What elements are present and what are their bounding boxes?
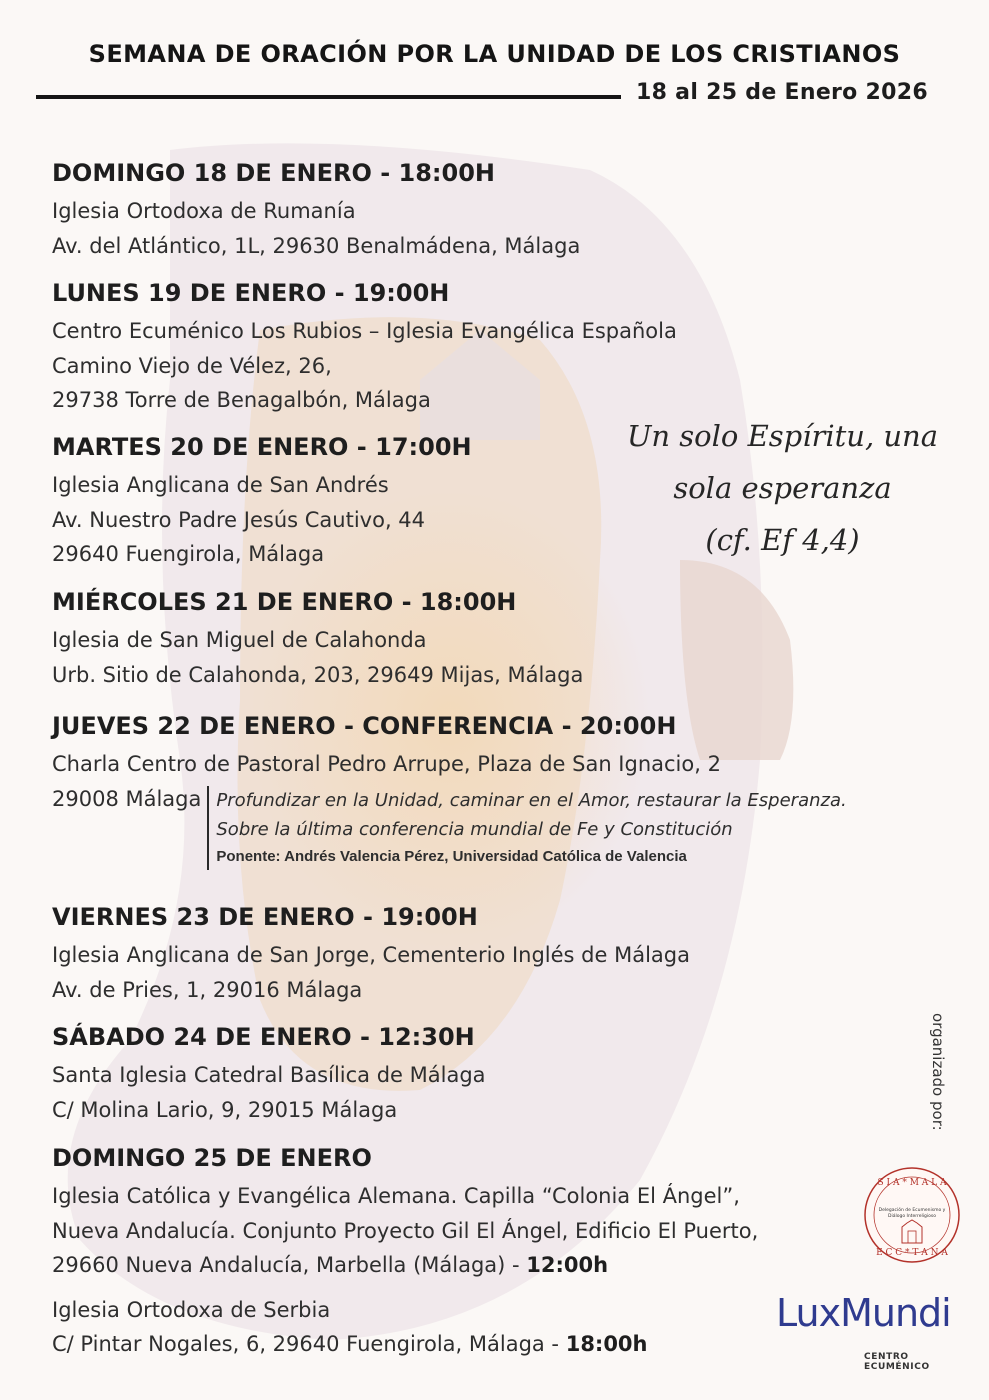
- event-venue: Charla Centro de Pastoral Pedro Arrupe, Plaza de San Ignacio, 2: [52, 752, 721, 776]
- event-address: 29640 Fuengirola, Málaga: [52, 542, 325, 566]
- event-address: 29660 Nueva Andalucía, Marbella (Málaga) -: [52, 1253, 527, 1277]
- page-title: SEMANA DE ORACIÓN POR LA UNIDAD DE LOS CRISTIANOS: [88, 40, 901, 68]
- event-time: 12:00h: [526, 1253, 609, 1277]
- event-sabado-24: [52, 1022, 486, 1127]
- svg-text:E C C * T A N A: E C C * T A N A: [876, 1248, 948, 1258]
- event-address-time: [52, 1327, 758, 1362]
- organized-by-label: organizado por:: [929, 1013, 947, 1131]
- motto-line: Un solo Espíritu, una: [626, 419, 939, 453]
- event-address: Av. del Atlántico, 1L, 29630 Benalmádena, Málaga: [52, 233, 581, 258]
- event-venue: Iglesia de San Miguel de Calahonda: [52, 628, 427, 652]
- motto-line: (cf. Ef 4,4): [705, 523, 860, 557]
- conference-details: [207, 786, 846, 870]
- date-range: 18 al 25 de Enero 2026: [636, 80, 928, 105]
- conference-speaker: Ponente: Andrés Valencia Pérez, Universidad Católica de Valencia: [216, 847, 687, 865]
- event-heading: LUNES 19 DE ENERO - 19:00H: [52, 279, 450, 307]
- event-address: Nueva Andalucía. Conjunto Proyecto Gil El Ángel, Edificio El Puerto,: [52, 1218, 759, 1243]
- conference-title: Profundizar en la Unidad, caminar en el Amor, restaurar la Esperanza.: [216, 789, 847, 811]
- event-viernes-23: [52, 902, 690, 1007]
- event-heading: DOMINGO 18 DE ENERO - 18:00H: [52, 159, 496, 187]
- event-address-time: [52, 1248, 758, 1283]
- event-heading: JUEVES 22 DE ENERO - CONFERENCIA - 20:00H: [52, 712, 677, 740]
- svg-text:S I A * M A L A: S I A * M A L A: [877, 1178, 947, 1188]
- event-lunes-19: [52, 278, 677, 418]
- event-address: Av. de Pries, 1, 29016 Málaga: [52, 977, 363, 1002]
- event-miercoles-21: [52, 587, 583, 692]
- event-time: 18:00h: [565, 1332, 648, 1356]
- event-venue: Iglesia Católica y Evangélica Alemana. Capilla “Colonia El Ángel”,: [52, 1184, 740, 1208]
- motto: [610, 410, 955, 566]
- event-address: Urb. Sitio de Calahonda, 203, 29649 Mijas, Málaga: [52, 662, 584, 687]
- motto-line: sola esperanza: [673, 471, 892, 505]
- event-venue: Iglesia Anglicana de San Andrés: [52, 473, 389, 497]
- event-address: 29738 Torre de Benagalbón, Málaga: [52, 388, 431, 412]
- event-venue: Iglesia Anglicana de San Jorge, Cementerio Inglés de Málaga: [52, 943, 690, 967]
- event-venue: Iglesia Ortodoxa de Serbia: [52, 1297, 331, 1322]
- event-city: 29008 Málaga: [52, 786, 202, 811]
- event-heading: DOMINGO 25 DE ENERO: [52, 1144, 372, 1172]
- svg-text:Diálogo Interreligioso: Diálogo Interreligioso: [888, 1214, 936, 1219]
- event-venue: Santa Iglesia Catedral Basílica de Málaga: [52, 1063, 486, 1087]
- event-venue: Centro Ecuménico Los Rubios – Iglesia Evangélica Española: [52, 319, 677, 343]
- event-domingo-18: [52, 158, 580, 263]
- luxmundi-logo: [776, 1290, 956, 1372]
- event-address: Av. Nuestro Padre Jesús Cautivo, 44: [52, 507, 426, 532]
- event-heading: MIÉRCOLES 21 DE ENERO - 18:00H: [52, 588, 517, 616]
- svg-text:Delegación de Ecumenismo y: Delegación de Ecumenismo y: [878, 1208, 946, 1213]
- event-martes-20: [52, 432, 472, 572]
- luxmundi-subtitle: CENTRO ECUMÉNICO: [864, 1352, 930, 1372]
- event-venue: Iglesia Ortodoxa de Rumanía: [52, 199, 356, 223]
- conference-subtitle: Sobre la última conferencia mundial de Fe y Constitución: [216, 818, 733, 840]
- event-address: C/ Pintar Nogales, 6, 29640 Fuengirola, Málaga -: [52, 1332, 566, 1356]
- event-domingo-25: [52, 1143, 758, 1362]
- title-divider: [36, 95, 621, 99]
- event-address: C/ Molina Lario, 9, 29015 Málaga: [52, 1097, 398, 1122]
- event-heading: SÁBADO 24 DE ENERO - 12:30H: [52, 1023, 475, 1051]
- event-address: Camino Viejo de Vélez, 26,: [52, 353, 332, 378]
- delegation-seal-logo: [862, 1165, 962, 1265]
- event-heading: MARTES 20 DE ENERO - 17:00H: [52, 433, 472, 461]
- luxmundi-wordmark: LuxMundi: [776, 1291, 951, 1335]
- event-heading: VIERNES 23 DE ENERO - 19:00H: [52, 903, 478, 931]
- event-jueves-22: [52, 711, 847, 870]
